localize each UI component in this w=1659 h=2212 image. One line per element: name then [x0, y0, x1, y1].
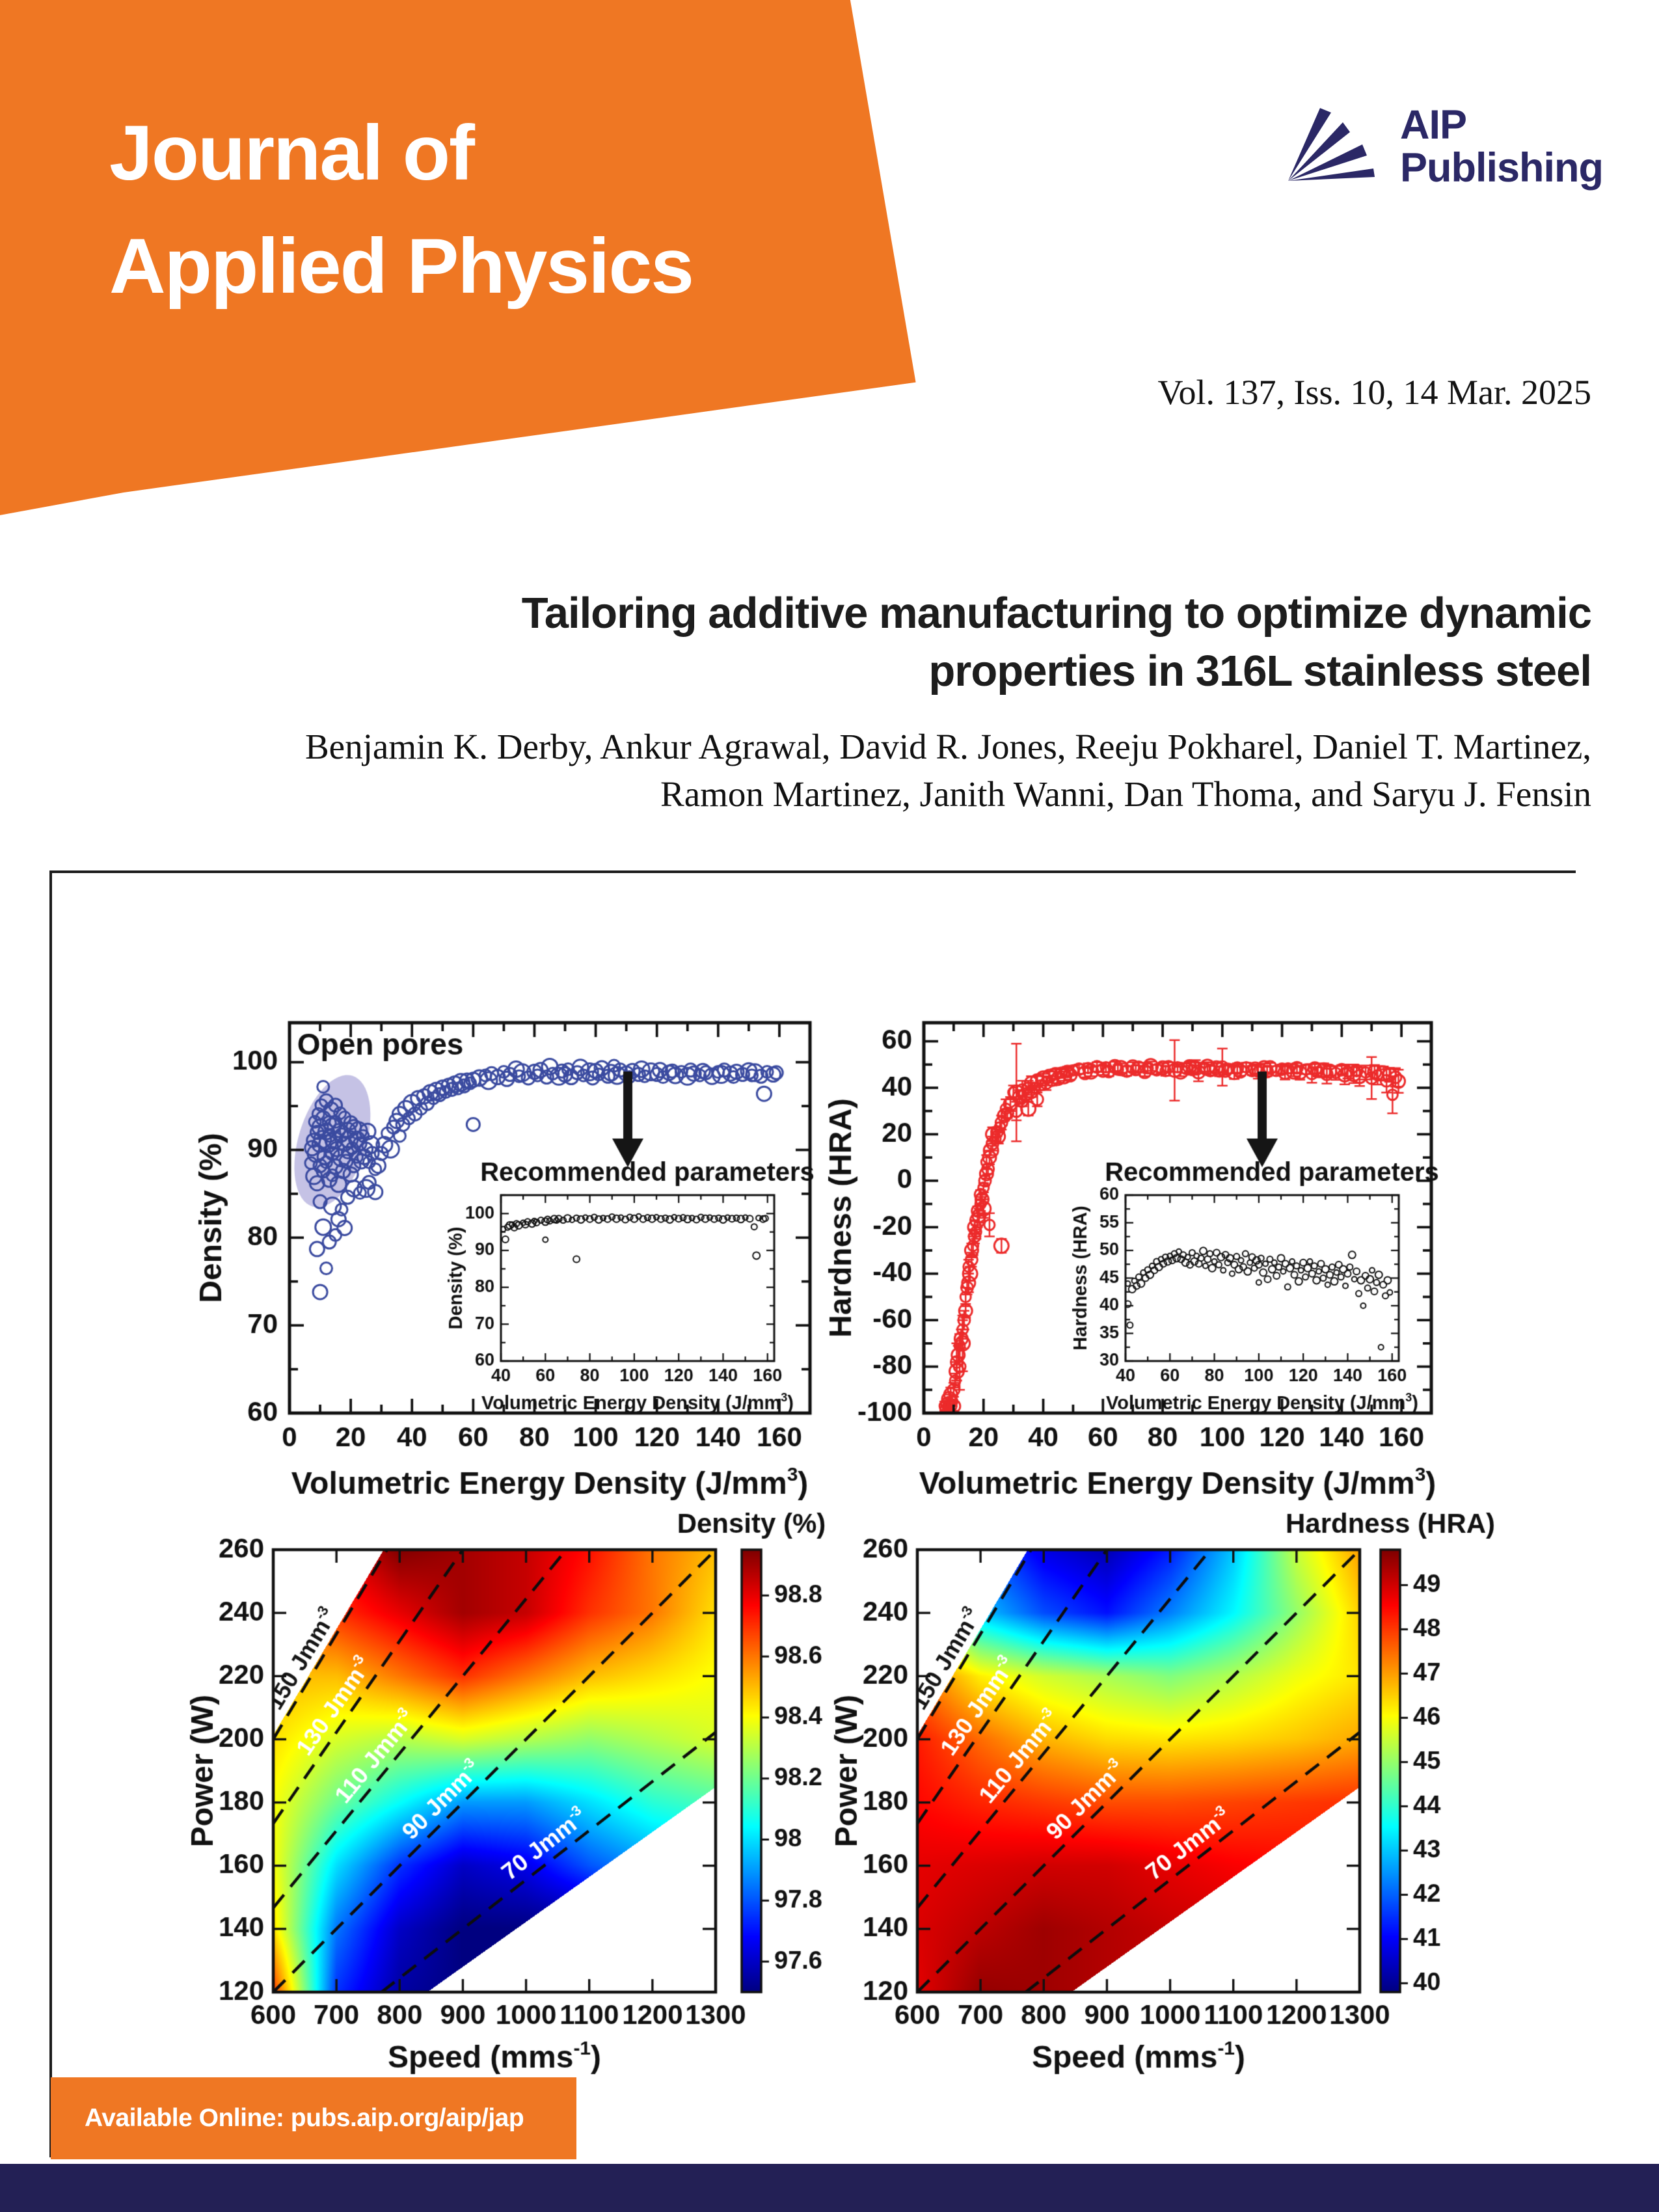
article-title-line2: properties in 316L stainless steel	[928, 647, 1591, 696]
journal-title	[109, 96, 693, 323]
available-online-banner	[51, 2077, 576, 2159]
footer-bar	[0, 2164, 1659, 2212]
journal-title-line1: Journal of	[109, 109, 474, 196]
issue-info: Vol. 137, Iss. 10, 14 Mar. 2025	[1157, 373, 1591, 412]
aip-logo-line2: Publishing	[1400, 144, 1603, 191]
aip-publishing-logo	[1283, 104, 1603, 189]
aip-fan-icon	[1283, 104, 1381, 189]
aip-logo-text	[1400, 104, 1603, 189]
article-title	[160, 584, 1591, 700]
authors-line1: Benjamin K. Derby, Ankur Agrawal, David R. Jones, Reeju Pokharel, Daniel T. Martinez,	[304, 727, 1591, 766]
article-authors	[75, 723, 1591, 818]
available-online-text: Available Online: pubs.aip.org/aip/jap	[85, 2104, 524, 2132]
journal-title-line2: Applied Physics	[109, 223, 693, 310]
aip-logo-line1: AIP	[1400, 102, 1467, 148]
article-title-line1: Tailoring additive manufacturing to optimize dynamic	[521, 589, 1591, 638]
figure-canvas	[52, 873, 1577, 2157]
authors-line2: Ramon Martinez, Janith Wanni, Dan Thoma, and Saryu J. Fensin	[660, 774, 1591, 814]
